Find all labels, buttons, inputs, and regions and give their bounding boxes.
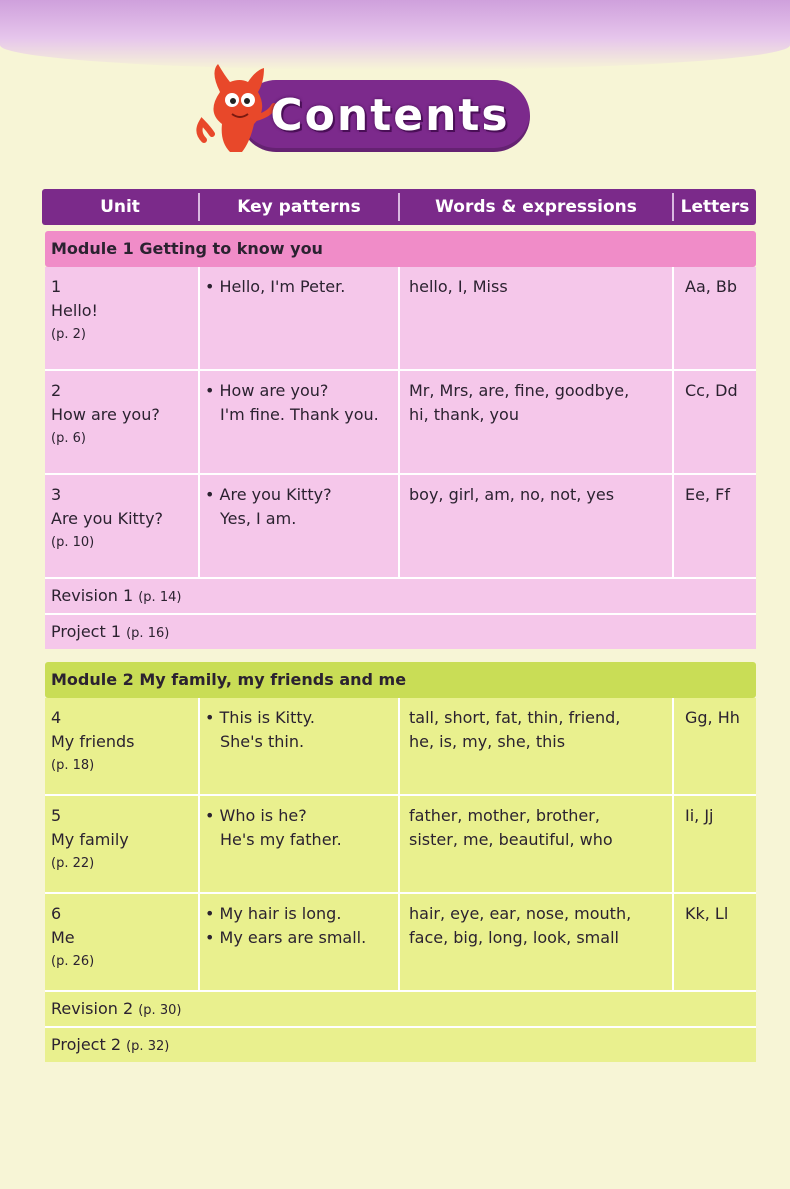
words-line: hair, eye, ear, nose, mouth, xyxy=(409,904,632,923)
key-pattern-line: • Are you Kitty? xyxy=(205,485,332,504)
words-line: sister, me, beautiful, who xyxy=(409,830,613,849)
unit-name: Me xyxy=(51,928,75,947)
unit-page: (p. 18) xyxy=(51,758,95,773)
key-pattern-line: He's my father. xyxy=(220,830,342,849)
words-line: Mr, Mrs, are, fine, goodbye, xyxy=(409,381,630,400)
top-decorative-band xyxy=(0,0,790,70)
project-row xyxy=(45,615,756,649)
module-1 xyxy=(45,231,756,663)
column-divider xyxy=(198,267,200,369)
unit-name: My family xyxy=(51,830,129,849)
key-patterns-cell xyxy=(205,275,405,299)
unit-cell xyxy=(51,706,191,778)
unit-page: (p. 10) xyxy=(51,535,95,550)
column-divider xyxy=(198,698,200,800)
table-row xyxy=(45,894,756,990)
module-title: Module 2 My family, my friends and me xyxy=(45,662,756,698)
unit-page: (p. 22) xyxy=(51,856,95,871)
revision-label: Revision 1 xyxy=(51,586,134,605)
words-cell xyxy=(409,275,671,299)
unit-number: 4 xyxy=(51,708,62,727)
key-pattern-line: She's thin. xyxy=(220,732,305,751)
unit-number: 3 xyxy=(51,485,62,504)
letters-cell: Ii, Jj xyxy=(685,806,714,825)
unit-number: 2 xyxy=(51,381,62,400)
words-cell xyxy=(409,483,671,507)
project-label: Project 2 xyxy=(51,1035,122,1054)
column-divider xyxy=(672,267,674,369)
unit-number: 5 xyxy=(51,806,62,825)
column-divider xyxy=(672,475,674,577)
table-header xyxy=(42,189,756,225)
words-line: father, mother, brother, xyxy=(409,806,600,825)
page-title: Contents xyxy=(270,90,510,141)
letters-cell: Kk, Ll xyxy=(685,904,729,923)
module-2 xyxy=(45,662,756,1066)
key-pattern-line: • This is Kitty. xyxy=(205,708,315,727)
column-divider xyxy=(198,371,200,473)
key-pattern-line: • Who is he? xyxy=(205,806,307,825)
revision-row xyxy=(45,579,756,613)
unit-page: (p. 26) xyxy=(51,954,95,969)
column-divider xyxy=(198,796,200,892)
words-line: tall, short, fat, thin, friend, xyxy=(409,708,621,727)
key-pattern-line: • My ears are small. xyxy=(205,928,367,947)
key-pattern-line: • How are you? xyxy=(205,381,329,400)
words-line: face, big, long, look, small xyxy=(409,928,619,947)
project-page: (p. 32) xyxy=(126,1039,170,1054)
words-cell xyxy=(409,379,671,427)
letters-cell: Aa, Bb xyxy=(685,277,738,296)
table-row xyxy=(45,267,756,369)
project-label: Project 1 xyxy=(51,622,122,641)
column-divider xyxy=(198,894,200,990)
table-row xyxy=(45,475,756,577)
column-divider xyxy=(672,894,674,990)
column-divider xyxy=(398,796,400,892)
table-row xyxy=(45,796,756,892)
project-row xyxy=(45,1028,756,1062)
unit-cell xyxy=(51,275,191,347)
header-key-patterns: Key patterns xyxy=(237,197,361,217)
unit-page: (p. 6) xyxy=(51,431,86,446)
letters-cell: Ee, Ff xyxy=(685,485,730,504)
words-cell xyxy=(409,804,671,852)
module-title: Module 1 Getting to know you xyxy=(45,231,756,267)
unit-name: Hello! xyxy=(51,301,98,320)
key-pattern-line: • Hello, I'm Peter. xyxy=(205,277,346,296)
title-banner xyxy=(190,62,540,157)
column-divider xyxy=(398,475,400,577)
column-divider xyxy=(198,475,200,577)
revision-label: Revision 2 xyxy=(51,999,134,1018)
column-divider xyxy=(398,698,400,800)
unit-number: 6 xyxy=(51,904,62,923)
words-line: hello, I, Miss xyxy=(409,277,508,296)
key-pattern-line: Yes, I am. xyxy=(220,509,297,528)
key-patterns-cell xyxy=(205,483,405,531)
header-words: Words & expressions xyxy=(435,197,637,217)
column-divider xyxy=(398,894,400,990)
letters-cell: Gg, Hh xyxy=(685,708,740,727)
column-divider xyxy=(398,371,400,473)
key-patterns-cell xyxy=(205,706,405,754)
project-page: (p. 16) xyxy=(126,626,170,641)
unit-cell xyxy=(51,379,191,451)
unit-cell xyxy=(51,804,191,876)
revision-page: (p. 30) xyxy=(138,1003,182,1018)
key-pattern-line: • My hair is long. xyxy=(205,904,342,923)
key-pattern-line: I'm fine. Thank you. xyxy=(220,405,379,424)
unit-cell xyxy=(51,483,191,555)
words-line: boy, girl, am, no, not, yes xyxy=(409,485,615,504)
column-divider xyxy=(672,796,674,892)
unit-name: My friends xyxy=(51,732,135,751)
letters-cell: Cc, Dd xyxy=(685,381,738,400)
key-patterns-cell xyxy=(205,804,405,852)
words-line: hi, thank, you xyxy=(409,405,519,424)
words-line: he, is, my, she, this xyxy=(409,732,566,751)
unit-cell xyxy=(51,902,191,974)
revision-row xyxy=(45,992,756,1026)
unit-name: Are you Kitty? xyxy=(51,509,164,528)
column-divider xyxy=(672,371,674,473)
header-unit: Unit xyxy=(100,197,140,217)
key-patterns-cell xyxy=(205,379,405,427)
words-cell xyxy=(409,902,671,950)
table-row xyxy=(45,371,756,473)
unit-number: 1 xyxy=(51,277,62,296)
key-patterns-cell xyxy=(205,902,405,950)
column-divider xyxy=(672,698,674,800)
unit-name: How are you? xyxy=(51,405,160,424)
words-cell xyxy=(409,706,671,754)
unit-page: (p. 2) xyxy=(51,327,86,342)
header-letters: Letters xyxy=(680,197,750,217)
table-row xyxy=(45,698,756,800)
revision-page: (p. 14) xyxy=(138,590,182,605)
column-divider xyxy=(398,267,400,369)
